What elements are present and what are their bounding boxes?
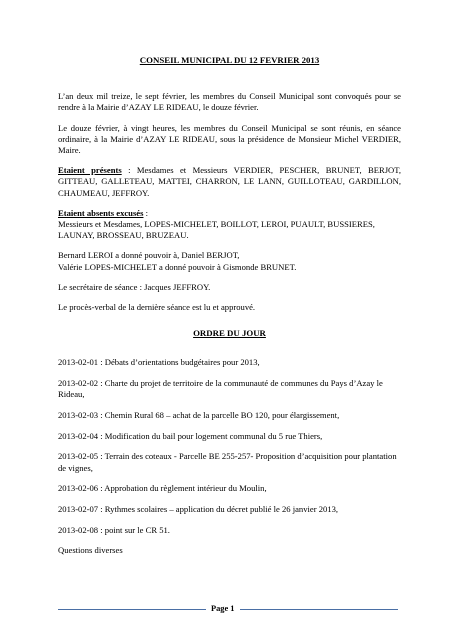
present-paragraph: [58, 165, 401, 199]
agenda-item: 2013-02-02 : Charte du projet de territoire de la communauté de communes du Pays d’Azay le Rideau,: [58, 378, 383, 400]
agenda-item: 2013-02-08 : point sur le CR 51.: [58, 524, 170, 535]
absent-paragraph: [58, 208, 401, 242]
absent-label: Etaient absents excusés: [58, 207, 144, 218]
document-title: CONSEIL MUNICIPAL DU 12 FEVRIER 2013: [139, 55, 320, 65]
agenda-title: ORDRE DU JOUR: [193, 328, 266, 339]
agenda-list: [58, 357, 401, 536]
proxy-line-2: Valérie LOPES-MICHELET a donné pouvoir à Gismonde BRUNET.: [58, 261, 297, 272]
agenda-item: 2013-02-04 : Modification du bail pour logement communal du 5 rue Thiers,: [58, 430, 323, 441]
present-text: : Mesdames et Messieurs VERDIER, PESCHER, BRUNET, BERJOT, GITTEAU, GALLETEAU, MATTEI, CHARRON, LE LANN, GUILLOTEAU, GARDILLON, CHAUMEAU, JEFFROY.: [58, 165, 401, 198]
proxy-paragraph: [58, 250, 401, 272]
page-footer: [58, 603, 398, 617]
absent-text: Messieurs et Mesdames, LOPES-MICHELET, BOILLOT, LEROI, PUAULT, BUSSIERES, LAUNAY, BROSSEAU, BRUZEAU.: [58, 219, 375, 241]
agenda-item: 2013-02-06 : Approbation du règlement intérieur du Moulin,: [58, 483, 267, 494]
agenda-item: 2013-02-07 : Rythmes scolaires – application du décret publié le 26 janvier 2013,: [58, 504, 339, 515]
session-paragraph: Le douze février, à vingt heures, les membres du Conseil Municipal se sont réunis, en séance ordinaire, à la Mairie d’AZAY LE RIDEAU, sous la présidence de Monsieur Michel VERDIER, Maire.: [58, 122, 401, 156]
page-number: Page 1: [206, 603, 240, 615]
proxy-line-1: Bernard LEROI a donné pouvoir à, Daniel BERJOT,: [58, 250, 240, 261]
absent-colon: :: [143, 207, 149, 218]
document-body: [58, 55, 401, 566]
closing-line: Questions diverses: [58, 545, 123, 556]
present-label: Etaient présents: [58, 165, 122, 176]
minutes-paragraph: Le procès-verbal de la dernière séance est lu et approuvé.: [58, 302, 256, 313]
intro-paragraph: L’an deux mil treize, le sept février, les membres du Conseil Municipal sont convoqués pour se rendre à la Mairie d’AZAY LE RIDEAU, le douze février.: [58, 91, 401, 113]
agenda-item: 2013-02-01 : Débats d’orientations budgétaires pour 2013,: [58, 357, 260, 368]
agenda-item: 2013-02-05 : Terrain des coteaux - Parcelle BE 255-257- Proposition d’acquisition pour plantation de vignes,: [58, 451, 397, 473]
secretary-paragraph: Le secrétaire de séance : Jacques JEFFROY.: [58, 281, 211, 292]
agenda-item: 2013-02-03 : Chemin Rural 68 – achat de la parcelle BO 120, pour élargissement,: [58, 410, 340, 421]
